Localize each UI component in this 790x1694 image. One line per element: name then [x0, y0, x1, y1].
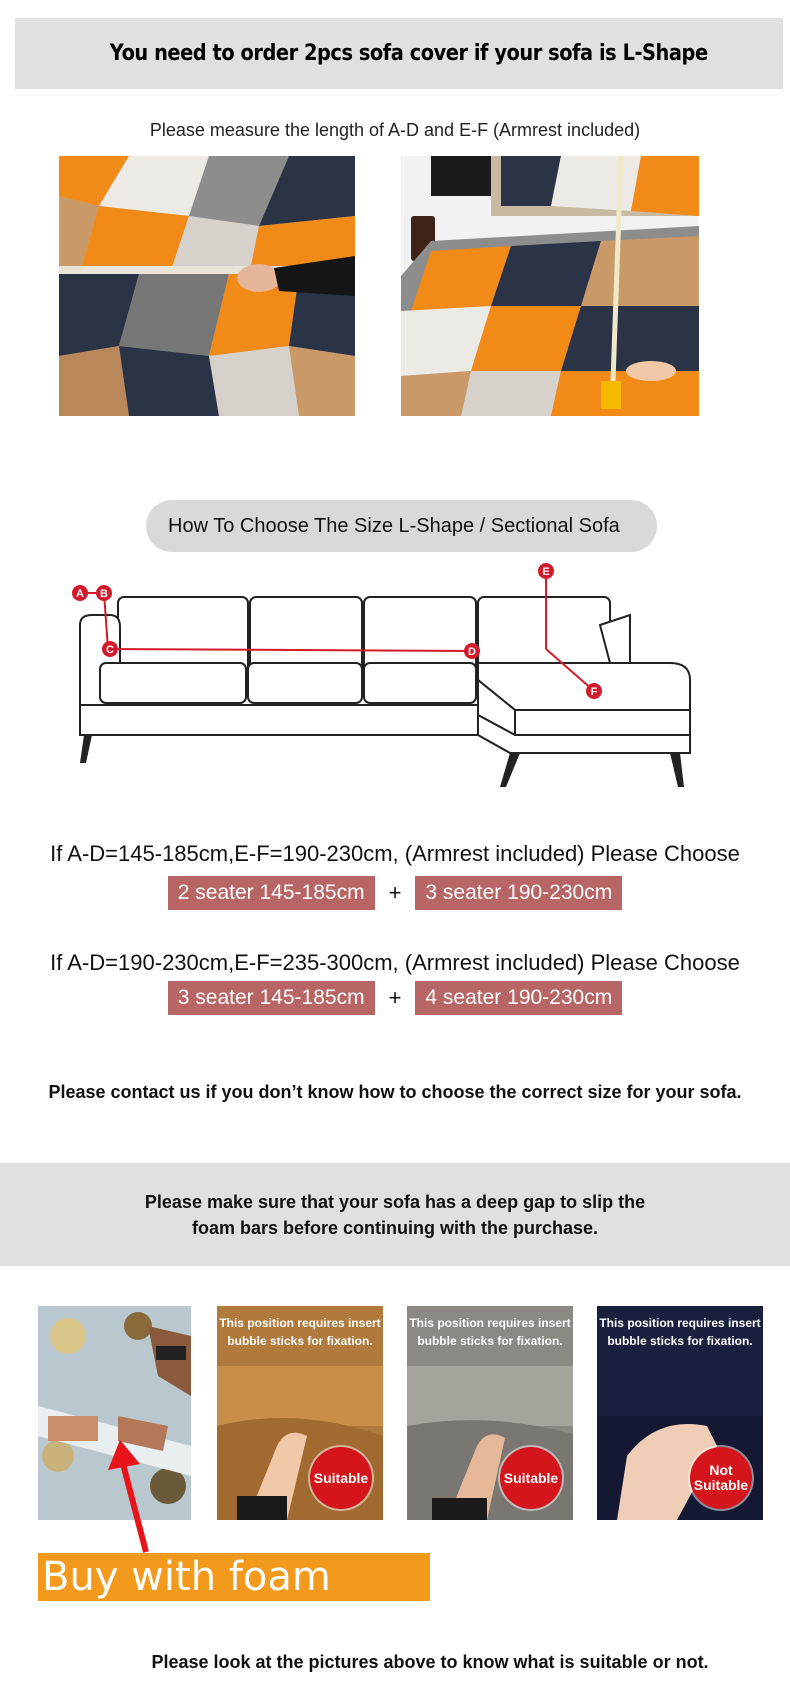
option-2-row: [0, 981, 790, 1015]
not-suitable-example: [597, 1306, 763, 1520]
gap-notice-line-1: Please make sure that your sofa has a deep gap to slip the: [144, 1191, 646, 1212]
option-2-second-size: 4 seater 190-230cm: [415, 981, 622, 1015]
red-arrow-icon: [100, 1440, 160, 1560]
sofa-measure-photo-left: [59, 156, 355, 416]
l-shape-sofa-diagram: [70, 566, 750, 825]
gap-notice-line-2: foam bars before continuing with the purchase.: [191, 1217, 599, 1238]
suitable-example-1: [217, 1306, 383, 1520]
measure-instruction: Please measure the length of A-D and E-F (Armrest included): [149, 120, 641, 140]
sofa-outline-diagram: [70, 566, 750, 825]
foam-strips-label: Buy with foam strips: [38, 1553, 430, 1601]
badge-line-2: Suitable: [693, 1477, 749, 1493]
plus-sign: +: [388, 985, 402, 1010]
top-banner: [15, 18, 783, 89]
not-suitable-badge: [690, 1447, 752, 1509]
sofa-pattern-right-image: [401, 156, 699, 416]
option-2-first-size: 3 seater 145-185cm: [168, 981, 375, 1015]
tile-1-caption: This position requires insert bubble sticks for fixation.: [219, 1316, 381, 1348]
option-1-second-size: 3 seater 190-230cm: [415, 876, 622, 910]
suitable-example-2: [407, 1306, 573, 1520]
contact-note: Please contact us if you don’t know how to choose the correct size for your sofa.: [48, 1082, 742, 1102]
option-1-row: [0, 876, 790, 910]
tile-2-caption: This position requires insert bubble sticks for fixation.: [409, 1316, 571, 1348]
size-guide-title: How To Choose The Size L-Shape / Sectional Sofa: [146, 500, 657, 552]
gap-notice-bar: [0, 1163, 790, 1266]
label-d: D: [468, 646, 476, 658]
sofa-pattern-left-image: [59, 156, 355, 416]
tile-3-caption: This position requires insert bubble sticks for fixation.: [599, 1316, 761, 1348]
label-e: E: [542, 566, 550, 578]
option-1-first-size: 2 seater 145-185cm: [168, 876, 375, 910]
sofa-measure-photo-right: [401, 156, 699, 416]
suitable-badge: Suitable: [500, 1447, 562, 1509]
label-c: C: [106, 644, 114, 656]
label-b: B: [100, 588, 108, 600]
label-a: A: [76, 588, 84, 600]
banner-title: You need to order 2pcs sofa cover if your sofa is L-Shape: [110, 41, 708, 66]
plus-sign: +: [388, 880, 402, 905]
option-1-condition: If A-D=145-185cm,E-F=190-230cm, (Armrest included) Please Choose: [50, 841, 740, 866]
label-f: F: [590, 686, 598, 698]
badge-line-1: Not: [709, 1462, 733, 1478]
bottom-note: Please look at the pictures above to know what is suitable or not.: [151, 1652, 709, 1672]
suitable-badge: Suitable: [310, 1447, 372, 1509]
option-2-condition: If A-D=190-230cm,E-F=235-300cm, (Armrest included) Please Choose: [50, 950, 740, 975]
